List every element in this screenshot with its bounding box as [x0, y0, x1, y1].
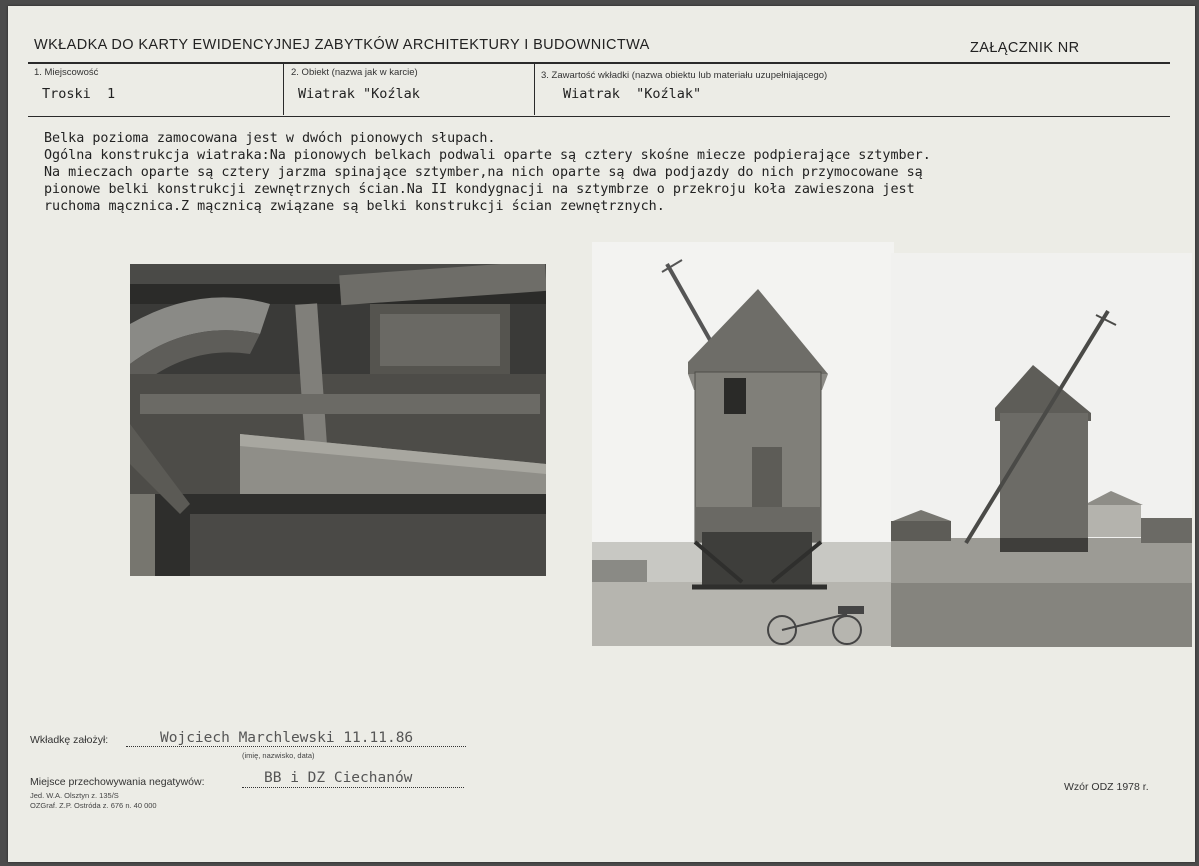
field-divider: [283, 63, 284, 115]
windmill-field-photo: [891, 253, 1192, 647]
description-line: ruchoma mącznica.Z mącznicą związane są belki konstrukcji ścian zewnętrznych.: [44, 199, 665, 214]
author-dotted-line: [126, 746, 466, 747]
author-value: Wojciech Marchlewski 11.11.86: [160, 730, 414, 746]
storage-value: BB i DZ Ciechanów: [264, 770, 413, 786]
field-value-contents: Wiatrak "Koźlak": [563, 86, 702, 102]
field-divider: [534, 63, 535, 115]
description-line: Belka pozioma zamocowana jest w dwóch pionowych słupach.: [44, 131, 496, 146]
author-hint: (imię, nazwisko, data): [242, 751, 315, 760]
description-text: [44, 130, 1164, 215]
print-info-line-1: Jed. W.A. Olsztyn z. 135/S: [30, 791, 119, 800]
description-line: pionowe belki konstrukcji zewnętrznych ścian.Na II kondygnacji na sztymbrze o przekroju koła zawieszona jest: [44, 182, 915, 197]
author-label: Wkładkę założył:: [30, 734, 109, 746]
fields-rule: [28, 116, 1170, 117]
annex-label: ZAŁĄCZNIK NR: [970, 40, 1080, 56]
storage-dotted-line: [242, 787, 464, 788]
card-title: WKŁADKA DO KARTY EWIDENCYJNEJ ZABYTKÓW ARCHITEKTURY I BUDOWNICTWA: [34, 37, 650, 53]
header-rule: [28, 62, 1170, 64]
field-value-object: Wiatrak "Koźlak: [298, 86, 420, 102]
field-label-object: 2. Obiekt (nazwa jak w karcie): [291, 67, 418, 78]
field-label-contents: 3. Zawartość wkładki (nazwa obiektu lub materiału uzupełniającego): [541, 70, 828, 81]
print-info-line-2: OZGraf. Z.P. Ostróda z. 676 n. 40 000: [30, 801, 157, 810]
template-label: Wzór ODZ 1978 r.: [1064, 781, 1149, 793]
storage-label: Miejsce przechowywania negatywów:: [30, 776, 205, 788]
description-line: Ogólna konstrukcja wiatraka:Na pionowych belkach podwali oparte są cztery skośne miecze podpierające sztymber.: [44, 148, 931, 163]
field-label-locality: 1. Miejscowość: [34, 67, 99, 78]
interior-photo: [130, 264, 546, 576]
inventory-card: [8, 6, 1195, 862]
description-line: Na mieczach oparte są cztery jarzma spinające sztymber,na nich oparte są dwa podjazdy do nich przymocowane są: [44, 165, 923, 180]
windmill-front-photo: [592, 242, 894, 646]
field-value-locality: Troski 1: [42, 86, 116, 102]
